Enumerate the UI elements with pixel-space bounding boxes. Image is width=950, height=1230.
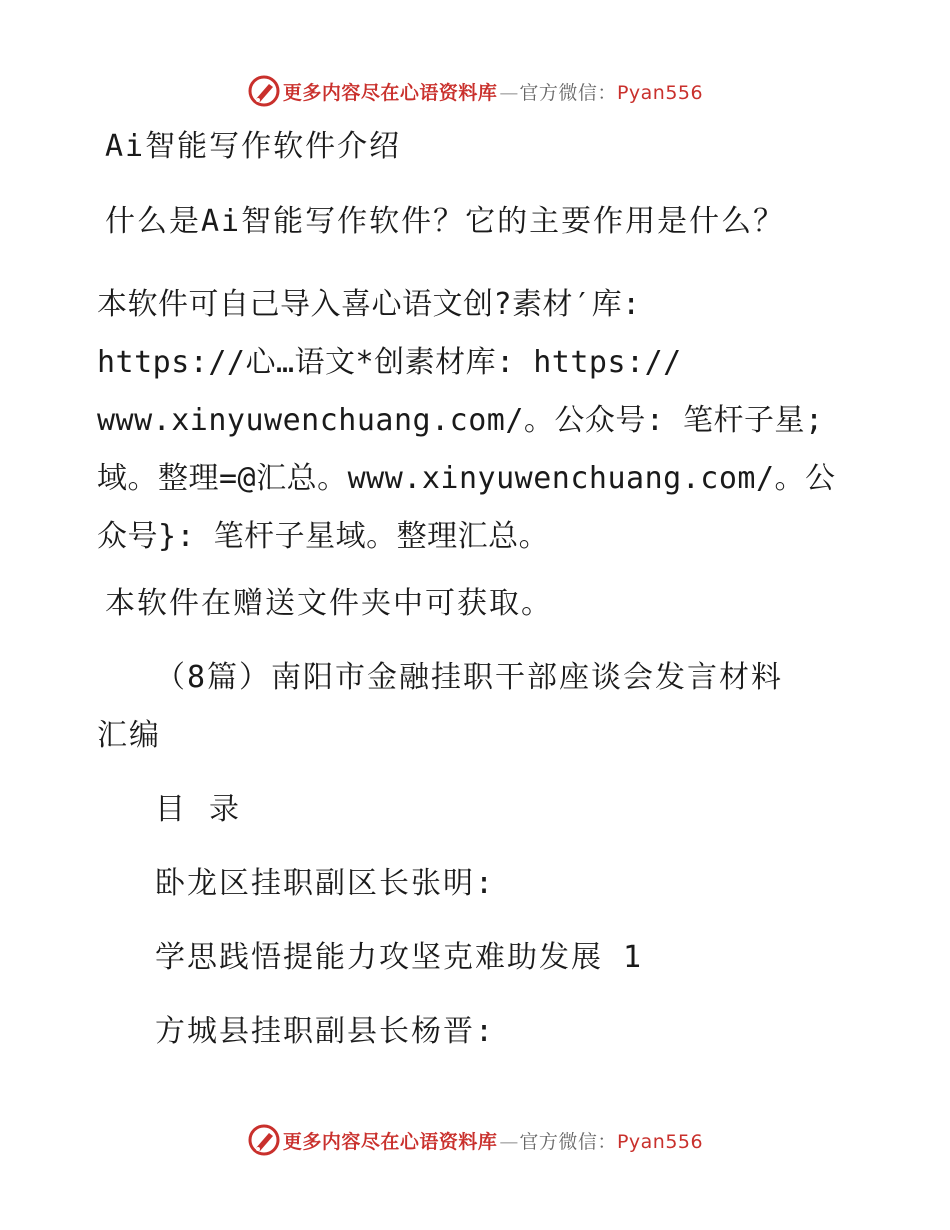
banner-official: 官方微信： — [519, 81, 617, 104]
banner-wechat: Pyan556 — [616, 81, 704, 104]
intro-line: www.xinyuwenchuang.com/。公众号: 笔杆子星; — [97, 403, 824, 438]
toc-item: 方城县挂职副县长杨晋: — [155, 1014, 496, 1049]
toc-item: 学思践悟提能力攻坚克难助发展 1 — [155, 940, 644, 975]
intro-paragraph — [97, 276, 857, 566]
collection-title-cont: 汇编 — [97, 718, 161, 753]
doc-question: 什么是Ai智能写作软件？它的主要作用是什么？ — [105, 204, 786, 239]
banner-dash: — — [499, 1130, 518, 1153]
banner-prefix: 更多内容尽在心语资料库 — [282, 81, 498, 104]
intro-line: 众号}: 笔杆子星域。整理汇总。 — [97, 519, 550, 554]
intro-line: 本软件可自己导入喜心语文创?素材′库: — [97, 287, 641, 322]
intro-line: https://心…语文*创素材库: https:// — [97, 345, 682, 380]
doc-title: Ai智能写作软件介绍 — [105, 129, 402, 164]
banner-text — [283, 1127, 703, 1154]
banner-prefix: 更多内容尽在心语资料库 — [282, 1130, 498, 1153]
obtain-note: 本软件在赠送文件夹中可获取。 — [105, 586, 553, 621]
footer-banner — [0, 1120, 950, 1160]
collection-title: （8篇）南阳市金融挂职干部座谈会发言材料 — [155, 660, 784, 695]
intro-line: 域。整理=@汇总。www.xinyuwenchuang.com/。公 — [97, 461, 836, 496]
banner-wechat: Pyan556 — [616, 1130, 704, 1153]
toc-item: 卧龙区挂职副区长张明: — [155, 866, 496, 901]
toc-char-1: 目 — [155, 792, 187, 827]
toc-heading — [155, 790, 241, 830]
banner-dash: — — [499, 81, 518, 104]
pen-logo-icon — [247, 1123, 281, 1157]
toc-char-2: 录 — [209, 792, 241, 827]
banner-official: 官方微信： — [519, 1130, 617, 1153]
